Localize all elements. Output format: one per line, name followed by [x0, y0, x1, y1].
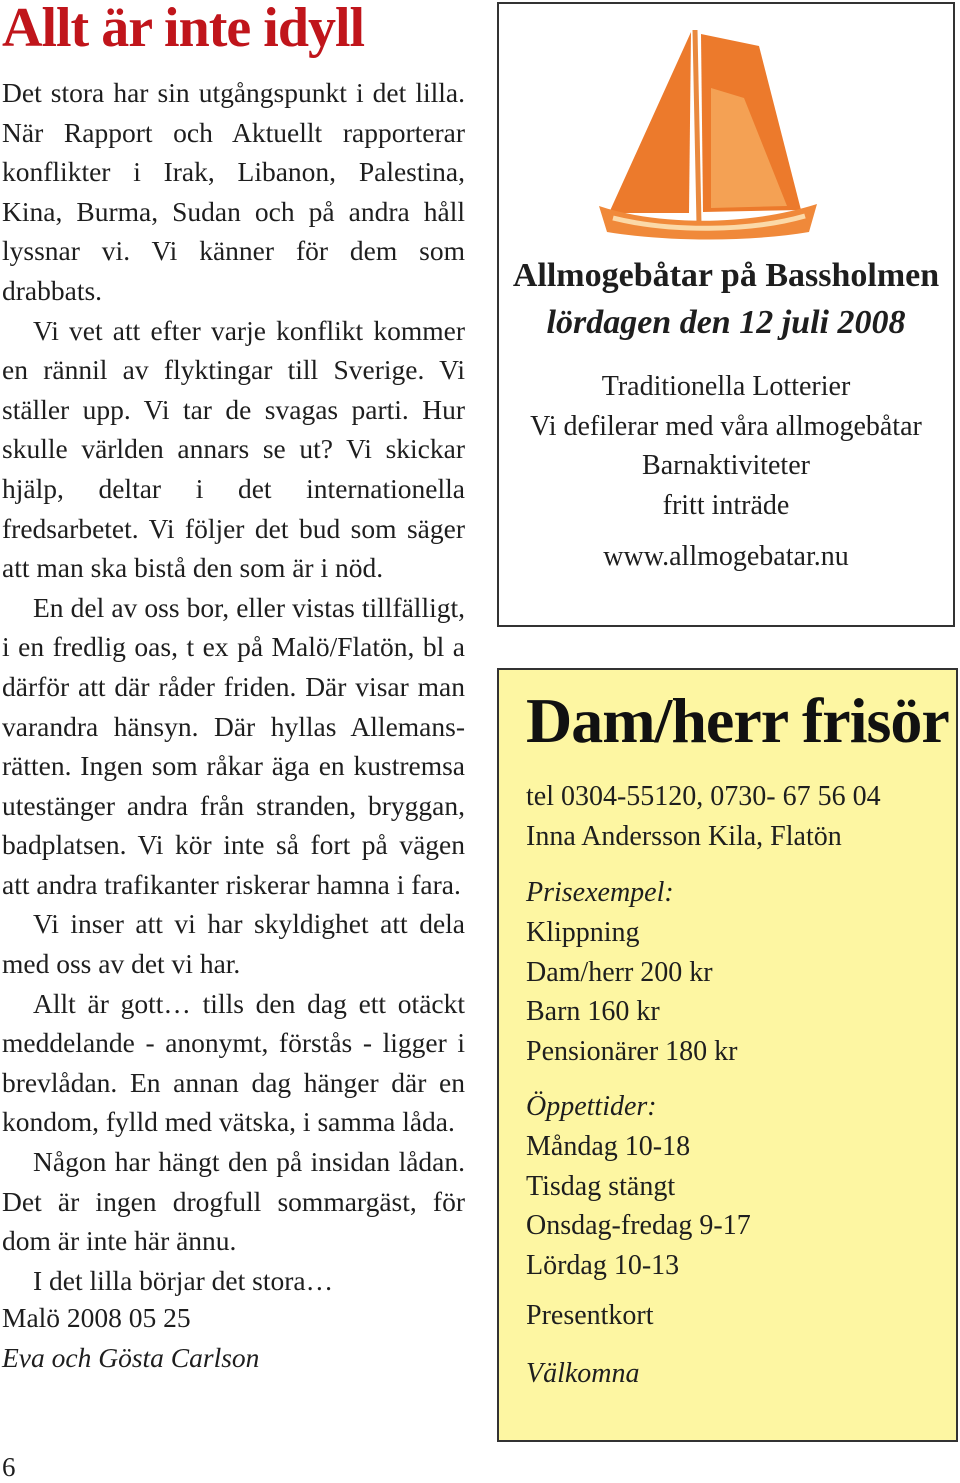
event-date: lördagen den 12 juli 2008 — [546, 304, 906, 341]
place-date: Malö 2008 05 25 — [2, 1302, 191, 1333]
article-paragraph: En del av oss bor, eller vistas tillfälligt, i en fredlig oas, t ex på Malö/Flatön, bl a därför att där råder friden. Där visar man varandra hänsyn. Där hyllas Allemansrätten. Ingen som råkar äga en kustremsa utestänger andra från stranden, bryggan, badplatsen. Vi kör inte så fort på vägen att andra trafikanter riskerar hamna i fara. — [2, 591, 465, 900]
salon-contact — [526, 777, 881, 856]
left-sail — [609, 32, 691, 213]
article-body — [2, 73, 465, 1300]
article-paragraph: I det lilla börjar det stora… — [33, 1264, 334, 1296]
article-signature — [2, 1298, 259, 1378]
event-items — [499, 367, 953, 525]
event-title: Allmogebåtar på Bassholmen — [512, 257, 940, 294]
gift-card: Presentkort — [526, 1300, 654, 1331]
salon-address: Inna Andersson Kila, Flatön — [526, 820, 842, 852]
price-item: Pensionärer 180 kr — [526, 1036, 738, 1068]
hours-item: Onsdag-fredag 9-17 — [526, 1210, 751, 1242]
event-item: Traditionella Lotterier — [601, 371, 851, 402]
price-list — [526, 873, 738, 1072]
opening-hours — [526, 1087, 751, 1286]
salon-phone: tel 0304-55120, 0730- 67 56 04 — [526, 781, 881, 812]
event-item: Vi defilerar med våra allmogebåtar — [530, 410, 922, 442]
welcome-text: Välkomna — [526, 1358, 640, 1389]
article-paragraph: Vi vet att efter varje konflikt kommer en rännil av flyktingar till Sverige. Vi ställer upp. Vi tar de svagas parti. Hur skulle världen annars se ut? Vi skickar hjälp, deltar i det internationella fredsarbetet. Vi följer det bud som säger att man ska bistå den som är i nöd. — [2, 314, 465, 584]
article-paragraph: Det stora har sin utgångspunkt i det lilla. När Rapport och Aktuellt rapporterar konflikter i Irak, Libanon, Palestina, Kina, Burma, Sudan och på andra håll lyssnar vi. Vi känner för dem som drabbats. — [2, 77, 465, 306]
mast — [695, 30, 699, 224]
hours-item: Tisdag stängt — [526, 1170, 676, 1202]
price-item: Dam/herr 200 kr — [526, 956, 713, 988]
salon-title: Dam/herr frisör — [526, 685, 949, 756]
sailboat-icon — [599, 28, 819, 240]
event-item: fritt inträde — [662, 489, 790, 521]
page-number: 6 — [2, 1452, 16, 1482]
price-item: Barn 160 kr — [526, 996, 660, 1028]
event-item: Barnaktiviteter — [642, 450, 810, 481]
page-title: Allt är inte idyll — [2, 0, 365, 59]
hours-label: Öppettider: — [526, 1091, 657, 1122]
article-paragraph: Vi inser att vi har skyldighet att dela med oss av det vi har. — [2, 908, 465, 980]
prices-label: Prisexempel: — [526, 877, 674, 908]
article-paragraph: Någon har hängt den på insidan lådan. Det är ingen drogfull sommargäst, för dom är inte här ännu. — [2, 1146, 465, 1257]
price-item: Klippning — [526, 916, 640, 948]
event-url[interactable]: www.allmogebatar.nu — [603, 541, 849, 572]
article-paragraph: Allt är gott… tills den dag ett otäckt meddelande - anonymt, förstås - ligger i brevlådan. En annan dag hänger där en kondom, fylld med vätska, i samma låda. — [2, 987, 465, 1138]
author-names: Eva och Gösta Carlson — [2, 1342, 260, 1373]
salon-ad — [497, 668, 958, 1442]
boat-event-ad — [497, 2, 955, 627]
hours-item: Måndag 10-18 — [526, 1130, 691, 1162]
hours-item: Lördag 10-13 — [526, 1250, 680, 1282]
